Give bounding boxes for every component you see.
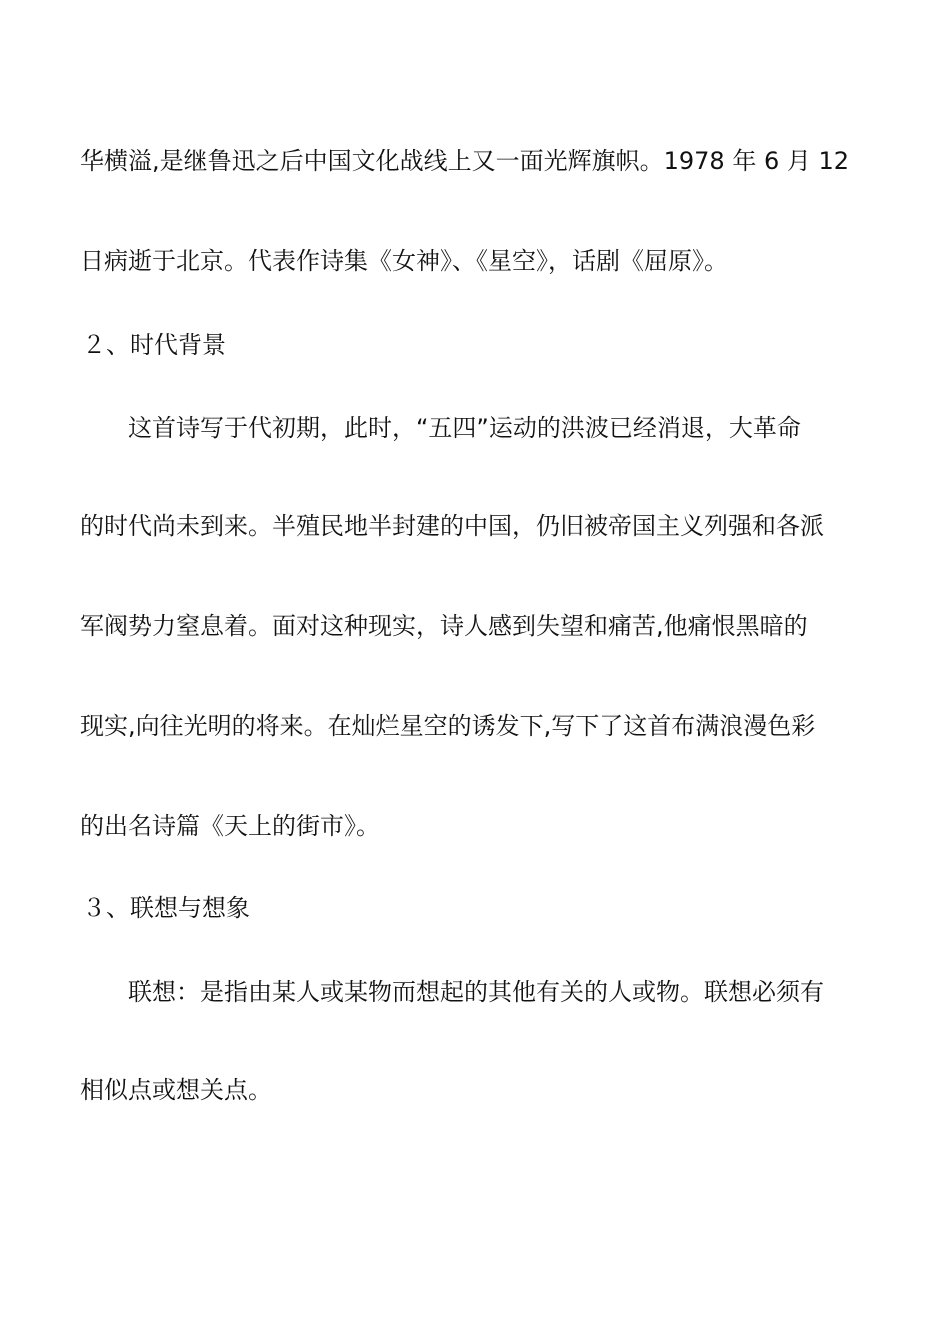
paragraph-line-8: 联想：是指由某人或某物而想起的其他有关的人或物。联想必须有 <box>128 978 824 1006</box>
paragraph-line-3: 这首诗写于代初期，此时，“五四”运动的洪波已经消退，大革命 <box>128 414 801 442</box>
section-heading-background: ２、时代背景 <box>82 331 226 359</box>
paragraph-line-7: 的出名诗篇《天上的街市》。 <box>80 812 380 840</box>
paragraph-line-9: 相似点或想关点。 <box>80 1076 272 1104</box>
paragraph-line-6: 现实,向往光明的将来。在灿烂星空的诱发下,写下了这首布满浪漫色彩 <box>80 712 816 740</box>
paragraph-line-2: 日病逝于北京。代表作诗集《女神》、《星空》，话剧《屈原》。 <box>80 247 728 275</box>
paragraph-line-1: 华横溢,是继鲁迅之后中国文化战线上又一面光辉旗帜。1978 年 6 月 12 <box>80 147 850 175</box>
paragraph-line-5: 军阀势力窒息着。面对这种现实，诗人感到失望和痛苦,他痛恨黑暗的 <box>80 612 808 640</box>
paragraph-line-4: 的时代尚未到来。半殖民地半封建的中国，仍旧被帝国主义列强和各派 <box>80 512 824 540</box>
section-heading-association: ３、联想与想象 <box>82 894 250 922</box>
